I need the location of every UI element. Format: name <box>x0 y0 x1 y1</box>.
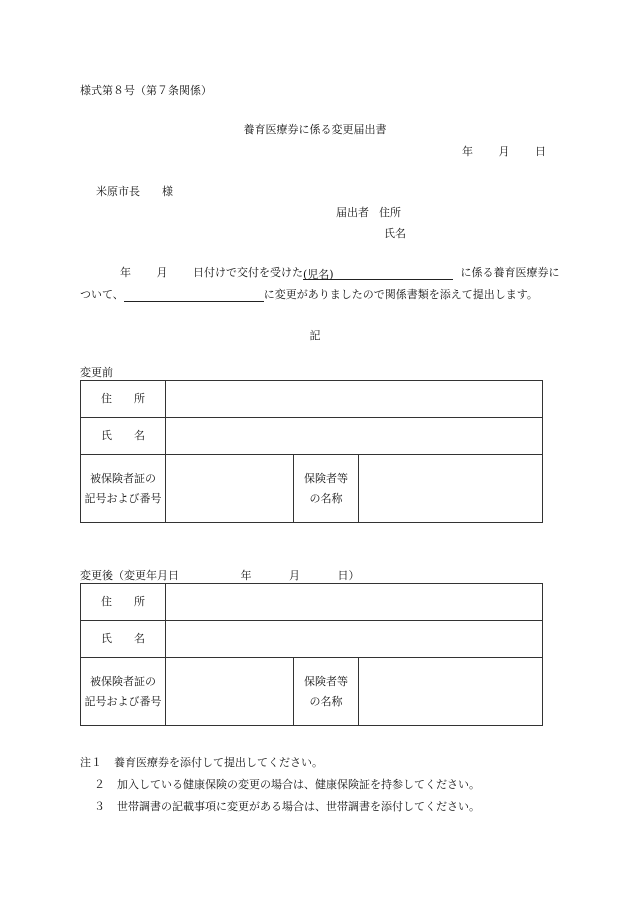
body-year: 年 <box>120 266 131 279</box>
submission-date <box>462 143 546 159</box>
after-year: 年 <box>240 569 252 582</box>
before-insurer-label <box>294 455 359 523</box>
body-line-1 <box>80 264 560 281</box>
note-1 <box>80 754 323 770</box>
note-3-text: 世帯調書の記載事項に変更がある場合は、世帯調書を添付してください。 <box>117 800 480 813</box>
page-title: 養育医療券に係る変更届出書 <box>243 123 387 136</box>
after-insurer-label-2: の名称 <box>309 694 343 708</box>
ki-heading: 記 <box>309 329 321 342</box>
before-insurance-number-field[interactable] <box>166 455 294 523</box>
before-table <box>80 380 543 523</box>
before-insurer-label-2: の名称 <box>309 491 343 505</box>
before-address-label: 住 所 <box>81 381 166 418</box>
body-line2-end: に変更がありましたので関係書類を添えて提出します。 <box>263 288 538 301</box>
body-month: 月 <box>156 266 168 279</box>
before-name-label: 氏 名 <box>81 418 166 455</box>
note-2-text: 加入している健康保険の変更の場合は、健康保険証を持参してください。 <box>117 778 480 791</box>
before-insurance-number-label <box>81 455 166 523</box>
before-insurer-label-1: 保険者等 <box>304 471 348 485</box>
before-insurance-number-label-1: 被保険者証の <box>90 471 156 485</box>
notifier-block <box>336 204 401 220</box>
before-name-field[interactable] <box>166 418 543 455</box>
after-address-field[interactable] <box>166 584 543 621</box>
after-insurer-label-1: 保険者等 <box>304 674 348 688</box>
after-insurer-field[interactable] <box>359 658 543 726</box>
date-month-label: 月 <box>498 145 510 158</box>
after-label-text: 変更後（変更年月日 <box>80 569 179 582</box>
date-day-label: 日 <box>535 145 546 158</box>
after-insurance-number-field[interactable] <box>166 658 294 726</box>
note-3-number: ３ <box>94 800 105 813</box>
note-1-number: 注１ <box>80 756 102 769</box>
addressee-name: 米原市長 <box>96 185 140 198</box>
before-insurance-number-label-2: 記号および番号 <box>84 491 162 505</box>
addressee-honorific: 様 <box>162 185 173 198</box>
after-insurance-number-label <box>81 658 166 726</box>
child-name-field[interactable] <box>303 266 453 280</box>
child-label: (児名) <box>303 268 334 281</box>
after-name-field[interactable] <box>166 621 543 658</box>
after-day: 日） <box>337 569 360 582</box>
body-line1-end: に係る養育医療券に <box>460 266 560 279</box>
after-label <box>80 567 360 583</box>
change-item-field[interactable] <box>124 288 264 302</box>
after-address-label: 住 所 <box>81 584 166 621</box>
after-table <box>80 583 543 726</box>
body-line-2 <box>80 286 550 302</box>
after-month: 月 <box>289 569 300 582</box>
after-insurer-label <box>294 658 359 726</box>
before-address-field[interactable] <box>166 381 543 418</box>
note-1-text: 養育医療券を添付して提出してください。 <box>114 756 323 769</box>
after-name-label: 氏 名 <box>81 621 166 658</box>
body-line2-start: ついて、 <box>80 288 124 301</box>
notifier-address-label: 住所 <box>379 206 401 219</box>
before-label: 変更前 <box>80 366 113 379</box>
after-insurance-number-label-2: 記号および番号 <box>84 694 162 708</box>
note-2 <box>94 776 480 792</box>
note-2-number: ２ <box>94 778 105 791</box>
body-issued-text: 日付けで交付を受けた <box>193 266 303 279</box>
notifier-label: 届出者 <box>336 206 369 219</box>
before-insurer-field[interactable] <box>359 455 543 523</box>
addressee <box>96 183 173 199</box>
notifier-name-label: 氏名 <box>384 227 406 240</box>
form-number: 様式第８号（第７条関係） <box>80 84 212 97</box>
after-insurance-number-label-1: 被保険者証の <box>90 674 156 688</box>
date-year-label: 年 <box>462 145 473 158</box>
note-3 <box>94 798 480 814</box>
